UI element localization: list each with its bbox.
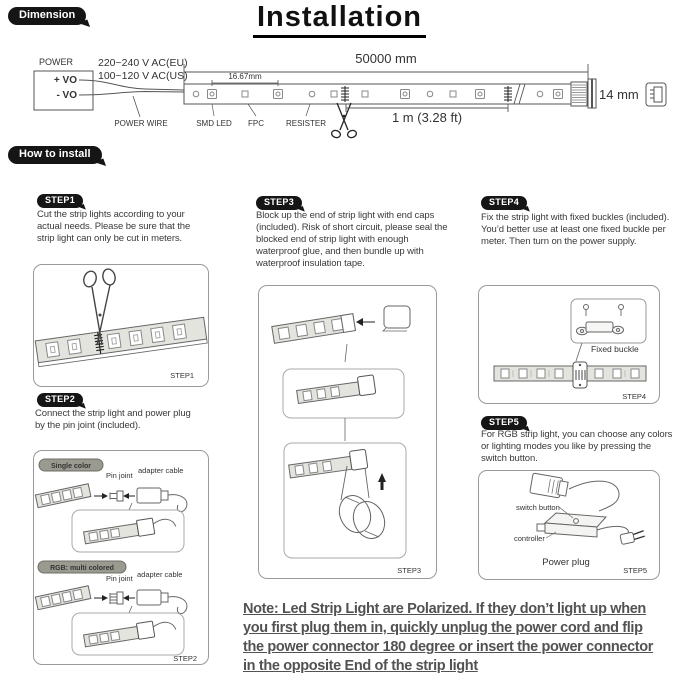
strip-end-connector	[571, 79, 596, 108]
step2-figure-label: STEP2	[173, 654, 197, 663]
step3-badge: STEP3	[256, 196, 302, 210]
mini-strip	[35, 484, 91, 508]
power-wire-negative	[79, 92, 184, 96]
power-plug-label: Power plug	[542, 557, 590, 568]
step2-figure	[33, 450, 209, 665]
pitch-label: 16.67mm	[228, 72, 262, 81]
step5-text: For RGB strip light, you can choose any colors or lighting modes you like by pressing the switch button.	[481, 429, 673, 464]
arrow-up-icon	[378, 473, 386, 490]
fpc-label: FPC	[248, 119, 264, 128]
voltage-eu-label: 220~240 V AC(EU)	[98, 57, 188, 69]
step1-text: Cut the strip lights according to your actual needs. Please be sure that the strip light can only be cut in meters.	[37, 209, 191, 244]
adapter-cable-label: adapter cable	[137, 570, 183, 579]
dimension-badge: Dimension	[8, 7, 86, 25]
step3-text: Block up the end of strip light with end caps (included). Risk of short circuit, please seal the blocked end of strip light with enough waterproof glue, and then bundle up with waterproof insulation tape.	[256, 210, 448, 269]
pin-connector	[646, 83, 666, 106]
power-wire-label: POWER WIRE	[114, 119, 168, 128]
adapter-cable-part	[137, 488, 187, 512]
adapter-cable-label: adapter cable	[138, 466, 184, 475]
led-strip	[35, 317, 207, 366]
pin-joint-part	[110, 491, 123, 501]
step2-badge: STEP2	[37, 393, 83, 407]
controller-label: controller	[514, 534, 545, 543]
smd-led-label: SMD LED	[196, 119, 232, 128]
power-wire-leader	[133, 96, 140, 117]
total-length-label: 50000 mm	[355, 51, 417, 66]
fixed-buckle-part	[577, 322, 624, 335]
switch-button-label: switch button	[516, 503, 560, 512]
adapter-part	[530, 473, 569, 499]
end-cap	[383, 306, 410, 331]
polarity-note	[243, 600, 679, 676]
note-line: you first plug them in, quickly unplug the power cord and flip	[243, 620, 643, 636]
capped-strip	[296, 375, 376, 405]
plus-vo-label: + VO	[53, 75, 77, 86]
step1-figure	[33, 264, 209, 387]
arrow-left-icon	[123, 493, 129, 499]
dimension-diagram	[0, 46, 679, 142]
screws	[584, 305, 624, 317]
step3-figure	[258, 285, 437, 579]
strip-width-label: 14 mm	[599, 87, 639, 102]
buckle-callout	[571, 299, 646, 343]
note-line: Note: Led Strip Light are Polarized. If they don’t light up when	[243, 601, 646, 617]
joined-strip	[83, 618, 176, 648]
step4-figure	[478, 285, 660, 404]
step5-figure-label: STEP5	[623, 566, 647, 575]
mounted-buckle	[573, 362, 587, 388]
adapter-cable-part	[137, 590, 187, 614]
step5-figure	[478, 470, 660, 580]
note-line: in the opposite End of the strip light	[243, 658, 478, 674]
fixed-buckle-label: Fixed buckle	[591, 344, 639, 354]
power-label: POWER	[38, 57, 74, 67]
step4-figure-label: STEP4	[622, 392, 646, 401]
arrow-right-icon	[102, 595, 108, 601]
minus-vo-label: - VO	[56, 90, 77, 101]
step4-text: Fix the strip light with fixed buckles (included). You’d better use at least one fixed buckle per meter. Then turn on the power supply.	[481, 212, 670, 247]
single-color-badge	[39, 459, 103, 471]
step5-badge: STEP5	[481, 416, 527, 430]
pin-joint-label: Pin joint	[106, 574, 133, 583]
cut-length-label: 1 m (3.28 ft)	[391, 110, 463, 125]
step1-figure-label: STEP1	[170, 371, 194, 380]
rgb-multicolor-badge	[38, 561, 126, 573]
joined-strip	[83, 515, 176, 545]
note-line: the power connector 180 degree or insert the power connector	[243, 639, 654, 655]
step3-figure-label: STEP3	[397, 566, 421, 575]
plug-part	[620, 530, 646, 545]
how-to-install-badge: How to install	[8, 146, 102, 164]
resister-label: RESISTER	[285, 119, 327, 128]
mini-strip	[272, 314, 356, 344]
page-title: Installation	[0, 1, 679, 38]
cable	[569, 481, 619, 511]
svg-text:RGB: multi colored: RGB: multi colored	[50, 565, 114, 572]
svg-text:Single color: Single color	[50, 463, 92, 470]
mini-strip	[35, 586, 91, 610]
component-leaders	[212, 104, 310, 116]
arrow-left-icon	[123, 595, 129, 601]
pin-joint-part-rgb	[110, 592, 123, 604]
voltage-us-label: 100~120 V AC(US)	[98, 70, 188, 82]
pin-joint-label: Pin joint	[106, 471, 133, 480]
led-strip	[494, 366, 646, 381]
step2-text: Connect the strip light and power plug by the pin joint (included).	[35, 408, 191, 431]
capped-strip	[288, 449, 368, 479]
arrow-left-icon	[356, 318, 363, 326]
step1-badge: STEP1	[37, 194, 83, 208]
switch-button-dot	[574, 519, 579, 524]
step4-badge: STEP4	[481, 196, 527, 210]
